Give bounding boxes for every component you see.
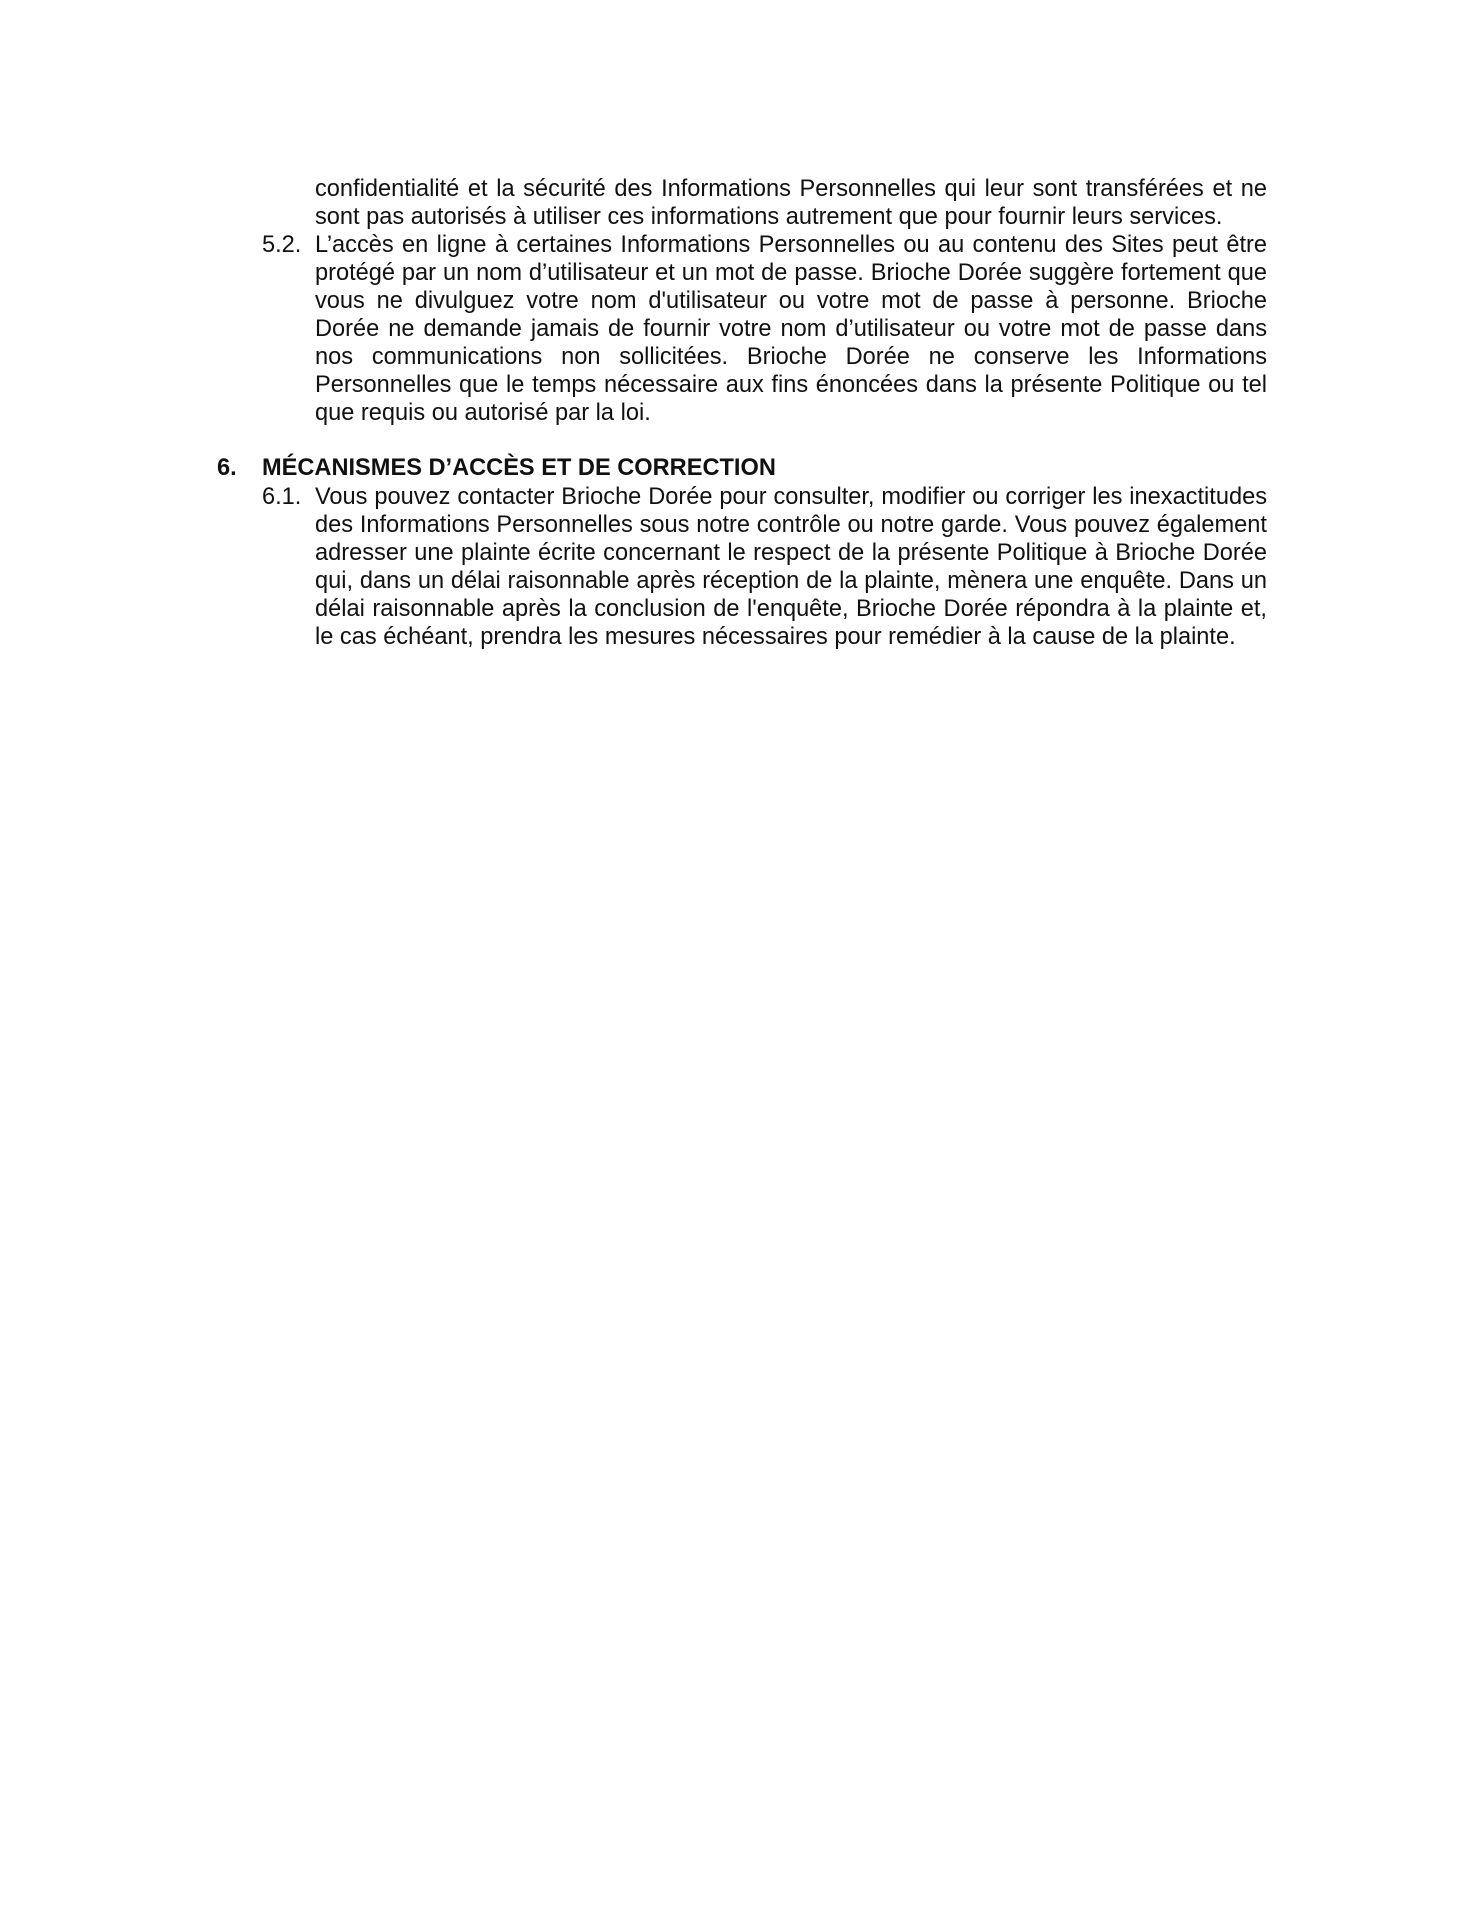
clause-text: Vous pouvez contacter Brioche Dorée pour consulter, modifier ou corriger les inexactitudes des Informations Personnelles sous notre contrôle ou notre garde. Vous pouvez également adresser une plainte écrite concernant le respect de la présente Politique à Brioche Dorée qui, dans un délai raisonnable après réception de la plainte, mènera une enquête. Dans un délai raisonnable après la conclusion de l'enquête, Brioche Dorée répondra à la plainte et, le cas échéant, prendra les mesures nécessaires pour remédier à la cause de la plainte. (315, 484, 1267, 650)
clause-6-1 (262, 483, 1267, 651)
section-number: 6. (217, 455, 237, 481)
section-heading-6 (217, 454, 1267, 482)
clause-number: 6.1. (262, 484, 302, 510)
intro-paragraph: confidentialité et la sécurité des Informations Personnelles qui leur sont transférées et ne sont pas autorisés à utiliser ces informations autrement que pour fournir leurs services. (315, 176, 1267, 230)
clause-text: L’accès en ligne à certaines Informations Personnelles ou au contenu des Sites peut être protégé par un nom d’utilisateur et un mot de passe. Brioche Dorée suggère fortement que vous ne divulguez votre nom d'utilisateur ou votre mot de passe à personne. Brioche Dorée ne demande jamais de fournir votre nom d’utilisateur ou votre mot de passe dans nos communications non sollicitées. Brioche Dorée ne conserve les Informations Personnelles que le temps nécessaire aux fins énoncées dans la présente Politique ou tel que requis ou autorisé par la loi. (315, 232, 1267, 426)
section-title: MÉCANISMES D’ACCÈS ET DE CORRECTION (262, 455, 776, 481)
clause-5-2 (262, 231, 1267, 427)
clause-number: 5.2. (262, 232, 302, 258)
